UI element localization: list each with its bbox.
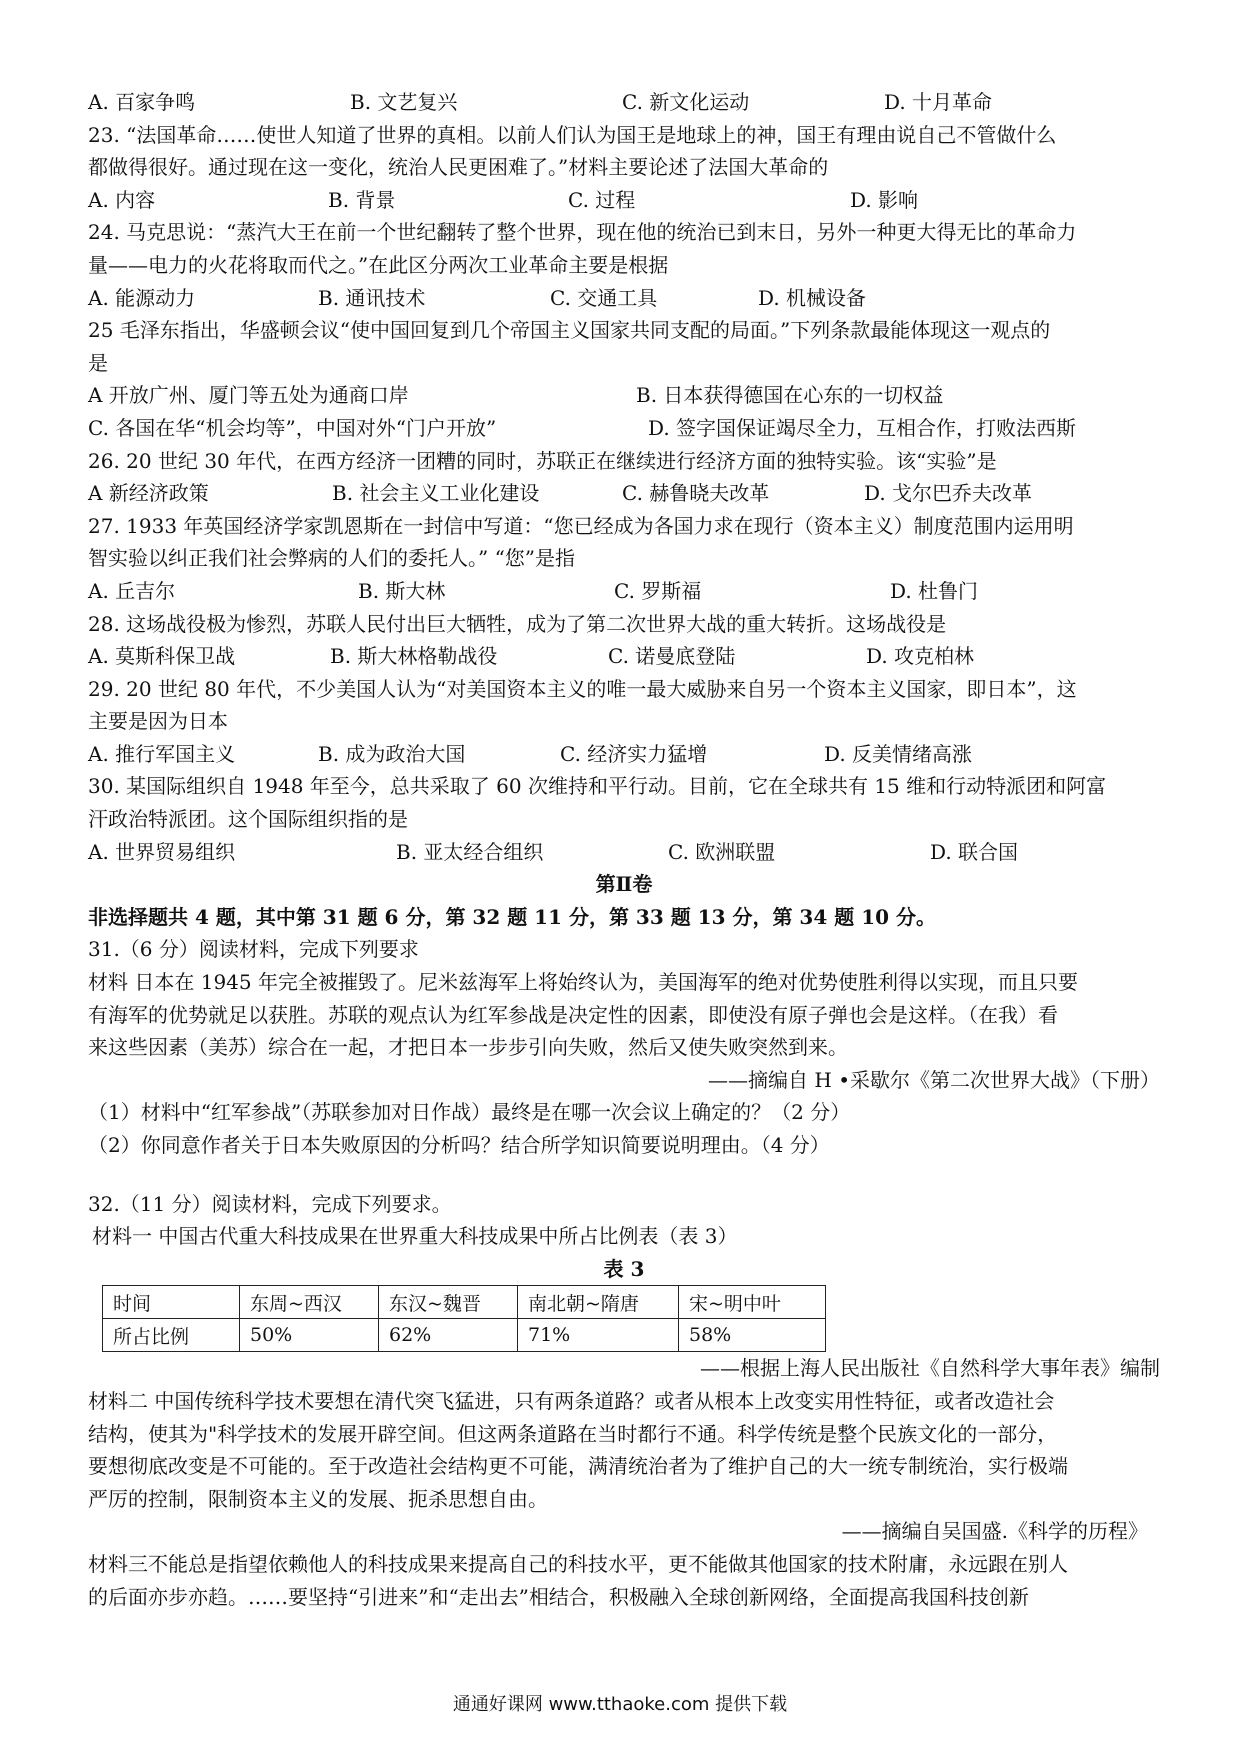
q29-option-d: D. 反美情绪高涨: [824, 741, 973, 766]
q23-option-d: D. 影响: [850, 187, 919, 212]
q23-option-a: A. 内容: [88, 187, 156, 212]
q32-material2-source: ——摘编自吴国盛.《科学的历程》: [841, 1519, 1148, 1544]
q24-option-a: A. 能源动力: [88, 285, 196, 310]
q29-option-b: B. 成为政治大国: [318, 741, 466, 766]
q25-option-a: A 开放广州、厦门等五处为通商口岸: [88, 383, 409, 408]
q26-options: [88, 477, 1160, 510]
q28-option-a: A. 莫斯科保卫战: [88, 644, 236, 669]
q32-material2-line3: 要想彻底改变是不可能的。至于改造社会结构更不可能，满清统治者为了维护自己的大一统专制统治，实行极端: [88, 1454, 1068, 1479]
q27-option-c: C. 罗斯福: [614, 578, 702, 603]
q25-option-d: D. 签字国保证竭尽全力，互相合作，打败法西斯: [648, 415, 1077, 440]
q24-option-c: C. 交通工具: [550, 285, 658, 310]
q32-material2-line2: 结构，使其为"科学技术的发展开辟空间。但这两条道路在当时都行不通。科学传统是整个民族文化的一部分，: [88, 1421, 1058, 1446]
q28-option-d: D. 攻克柏林: [866, 644, 975, 669]
table-cell: 所占比例: [103, 1319, 240, 1352]
q26-option-c: C. 赫鲁晓夫改革: [622, 481, 770, 506]
table-cell: 50%: [240, 1319, 379, 1352]
q25-option-c: C. 各国在华“机会均等”，中国对外“门户开放”: [88, 415, 497, 440]
q25-stem-line2: 是: [88, 350, 108, 375]
q24-stem-line2: 量——电力的火花将取而代之。”在此区分两次工业革命主要是根据: [88, 252, 669, 277]
q30-stem-line1: 30. 某国际组织自 1948 年至今，总共采取了 60 次维持和平行动。目前，它在全球共有 15 维和行动特派团和阿富: [88, 774, 1107, 799]
table-cell: 71%: [518, 1319, 679, 1352]
q29-option-a: A. 推行军国主义: [88, 741, 236, 766]
table-row: [103, 1319, 826, 1352]
q22-option-d: D. 十月革命: [884, 90, 993, 114]
q23-option-c: C. 过程: [568, 187, 636, 212]
q32-material2-line4: 严厉的控制，限制资本主义的发展、扼杀思想自由。: [88, 1486, 548, 1511]
q29-options: [88, 738, 1160, 771]
q31-source: ——摘编自 H •采歇尔《第二次世界大战》（下册）: [708, 1067, 1160, 1092]
q27-stem-line2: 智实验以纠正我们社会弊病的人们的委托人。” “您”是指: [88, 546, 576, 571]
q31-material-line3: 来这些因素（美苏）综合在一起，才把日本一步步引向失败，然后又使失败突然到来。: [88, 1035, 848, 1060]
table-cell: 东汉~魏晋: [379, 1286, 518, 1319]
q32-table-caption: 表 3: [603, 1256, 645, 1281]
q30-option-b: B. 亚太经合组织: [396, 839, 544, 864]
q25-stem-line1: 25 毛泽东指出，华盛顿会议“使中国回复到几个帝国主义国家共同支配的局面。”下列条款最能体现这一观点的: [88, 318, 1051, 343]
q32-table: [102, 1285, 826, 1352]
q24-options: [88, 282, 1160, 315]
table-cell: 宋~明中叶: [679, 1286, 826, 1319]
q29-option-c: C. 经济实力猛增: [560, 741, 708, 766]
q28-option-b: B. 斯大林格勒战役: [330, 644, 498, 669]
q26-option-b: B. 社会主义工业化建设: [332, 481, 540, 506]
q32-material1-title: 材料一 中国古代重大科技成果在世界重大科技成果中所占比例表（表 3）: [92, 1224, 738, 1249]
q26-option-a: A 新经济政策: [88, 481, 209, 506]
q30-option-a: A. 世界贸易组织: [88, 839, 236, 864]
q23-stem-line1: 23. “法国革命……使世人知道了世界的真相。以前人们认为国王是地球上的神，国王有理由说自己不管做什么: [88, 122, 1057, 147]
table-row: [103, 1286, 826, 1319]
q24-stem-line1: 24. 马克思说：“蒸汽大王在前一个世纪翻转了整个世界，现在他的统治已到末日，另外一种更大得无比的革命力: [88, 220, 1077, 245]
q23-option-b: B. 背景: [328, 187, 396, 212]
q24-option-b: B. 通讯技术: [318, 285, 426, 310]
q31-material-line2: 有海军的优势就足以获胜。苏联的观点认为红军参战是决定性的因素，即使没有原子弹也会是这样。（在我）看: [88, 1002, 1058, 1027]
q31-material-line1: 材料 日本在 1945 年完全被摧毁了。尼米兹海军上将始终认为，美国海军的绝对优势使胜利得以实现，而且只要: [88, 970, 1078, 995]
q25-options-row1: [88, 379, 1160, 412]
q22-option-b: B. 文艺复兴: [350, 90, 458, 114]
q30-options: [88, 836, 1160, 869]
q22-option-a: A. 百家争鸣: [88, 90, 196, 114]
q25-options-row2: [88, 412, 1160, 445]
q27-options: [88, 575, 1160, 608]
q32-material2-line1: 材料二 中国传统科学技术要想在清代突飞猛进，只有两条道路？或者从根本上改变实用性特征，或者改造社会: [88, 1388, 1055, 1413]
q28-option-c: C. 诺曼底登陆: [608, 644, 736, 669]
q27-option-a: A. 丘吉尔: [88, 578, 176, 603]
table-cell: 东周~西汉: [240, 1286, 379, 1319]
q24-option-d: D. 机械设备: [758, 285, 867, 310]
table-cell: 时间: [103, 1286, 240, 1319]
q28-options: [88, 640, 1160, 673]
q25-option-b: B. 日本获得德国在心东的一切权益: [636, 383, 944, 408]
footer-watermark: 通通好课网 www.tthaoke.com 提供下载: [452, 1694, 788, 1715]
q22-option-c: C. 新文化运动: [622, 90, 750, 114]
q32-heading: 32.（11 分）阅读材料，完成下列要求。: [88, 1191, 452, 1216]
q26-stem-line1: 26. 20 世纪 30 年代，在西方经济一团糟的同时，苏联正在继续进行经济方面的独特实验。该“实验”是: [88, 448, 997, 473]
part2-title: 第Ⅱ卷: [595, 872, 653, 897]
q32-material3-line2: 的后面亦步亦趋。……要坚持“引进来”和“走出去”相结合，积极融入全球创新网络，全面提高我国科技创新: [88, 1584, 1029, 1609]
exam-page: [88, 86, 1160, 1613]
q27-option-d: D. 杜鲁门: [890, 578, 979, 603]
q31-subquestion-2: （2）你同意作者关于日本失败原因的分析吗？结合所学知识简要说明理由。（4 分）: [88, 1133, 830, 1157]
q26-option-d: D. 戈尔巴乔夫改革: [864, 481, 1033, 506]
q32-material3-line1: 材料三不能总是指望依赖他人的科技成果来提高自己的科技水平，更不能做其他国家的技术附庸，永远跟在别人: [88, 1551, 1068, 1576]
q22-options: [88, 86, 1160, 119]
q30-stem-line2: 汗政治特派团。这个国际组织指的是: [88, 807, 408, 832]
q29-stem-line1: 29. 20 世纪 80 年代，不少美国人认为“对美国资本主义的唯一最大威胁来自另一个资本主义国家，即日本”，这: [88, 676, 1077, 701]
q30-option-c: C. 欧洲联盟: [668, 839, 776, 864]
part2-instructions: 非选择题共 4 题，其中第 31 题 6 分，第 32 题 11 分，第 33 题 13 分，第 34 题 10 分。: [88, 904, 936, 929]
q23-options: [88, 184, 1160, 217]
q31-heading: 31.（6 分）阅读材料，完成下列要求: [88, 937, 419, 962]
q30-option-d: D. 联合国: [930, 839, 1019, 864]
q27-option-b: B. 斯大林: [358, 578, 446, 603]
table-cell: 62%: [379, 1319, 518, 1352]
table-cell: 58%: [679, 1319, 826, 1352]
q32-table-source: ——根据上海人民出版社《自然科学大事年表》编制: [700, 1356, 1160, 1381]
q28-stem-line1: 28. 这场战役极为惨烈，苏联人民付出巨大牺牲，成为了第二次世界大战的重大转折。这场战役是: [88, 611, 947, 636]
q29-stem-line2: 主要是因为日本: [88, 709, 228, 734]
q31-subquestion-1: （1）材料中“红军参战”（苏联参加对日作战）最终是在哪一次会议上确定的？（2 分）: [88, 1100, 851, 1125]
table-cell: 南北朝~隋唐: [518, 1286, 679, 1319]
q23-stem-line2: 都做得很好。通过现在这一变化，统治人民更困难了。”材料主要论述了法国大革命的: [88, 155, 829, 180]
q27-stem-line1: 27. 1933 年英国经济学家凯恩斯在一封信中写道：“您已经成为各国力求在现行（资本主义）制度范围内运用明: [88, 513, 1074, 538]
